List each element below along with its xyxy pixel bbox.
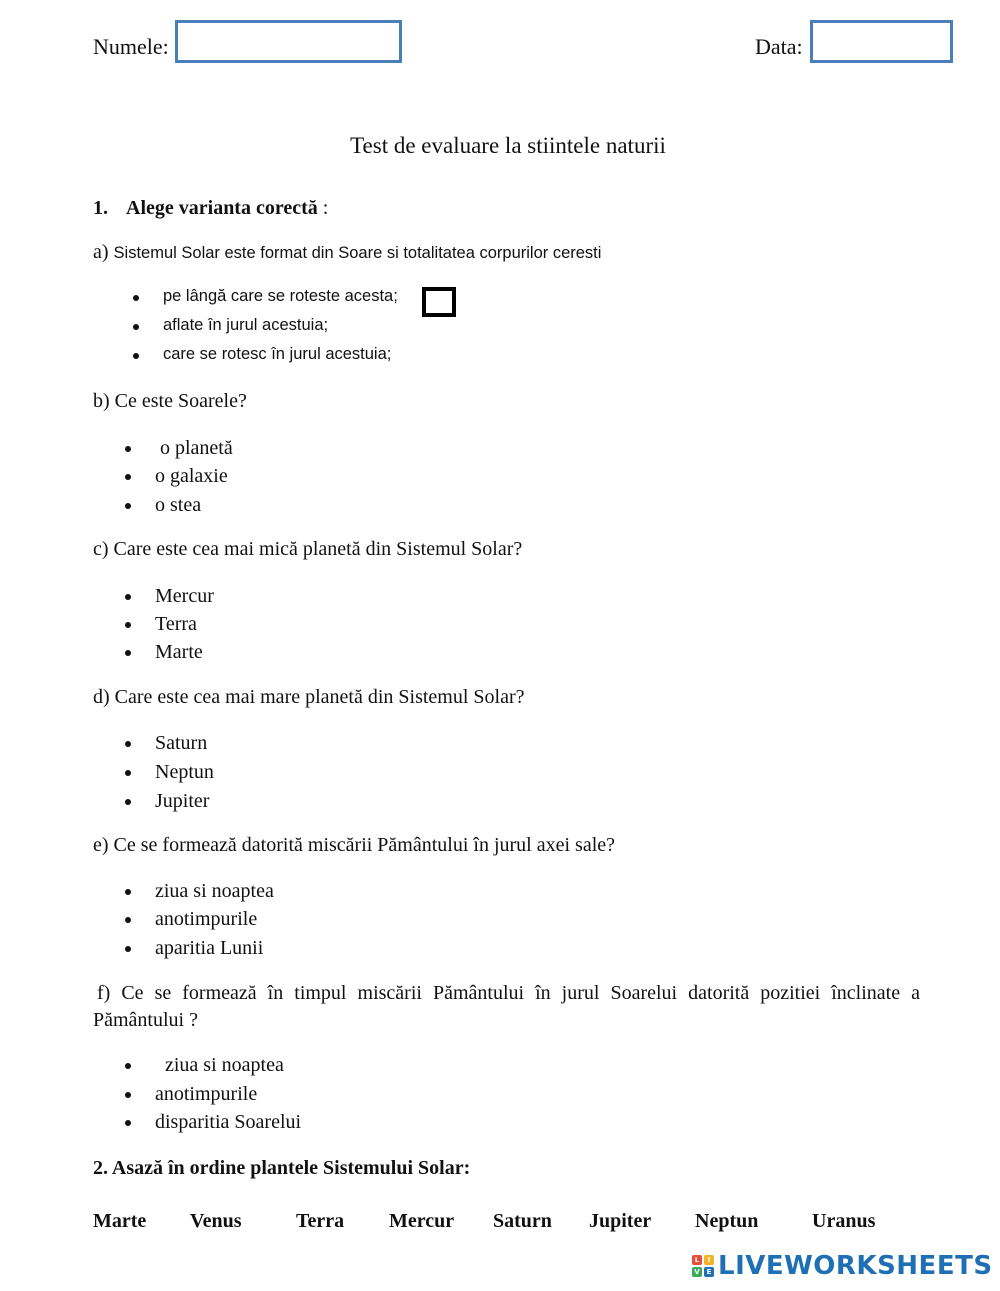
question-e: e) Ce se formează datorită miscării Pământului în jurul axei sale? bbox=[93, 834, 616, 856]
option-text: disparitia Soarelui bbox=[155, 1111, 302, 1133]
option-text: Neptun bbox=[155, 761, 214, 783]
planet-word[interactable]: Jupiter bbox=[589, 1210, 652, 1232]
page-title: Test de evaluare la stiintele naturii bbox=[350, 133, 666, 158]
option-text: Jupiter bbox=[155, 790, 210, 812]
liveworksheets-logo bbox=[692, 1252, 993, 1280]
bullet bbox=[133, 295, 139, 301]
planet-word[interactable]: Saturn bbox=[493, 1210, 552, 1232]
bullet bbox=[125, 799, 131, 805]
logo-square: V bbox=[692, 1267, 702, 1277]
question-b: b) Ce este Soarele? bbox=[93, 390, 247, 412]
option-text: ziua si noaptea bbox=[155, 880, 274, 902]
section2-heading: 2. Asază în ordine plantele Sistemului Solar: bbox=[93, 1157, 471, 1179]
bullet bbox=[125, 1092, 131, 1098]
option-text: care se rotesc în jurul acestuia; bbox=[163, 345, 392, 363]
question-a-prefix: a) bbox=[93, 241, 114, 263]
option-text: o galaxie bbox=[155, 465, 228, 487]
planet-word[interactable]: Neptun bbox=[695, 1210, 759, 1232]
question-c: c) Care este cea mai mică planetă din Sistemul Solar? bbox=[93, 538, 523, 560]
section1-title: Alege varianta corectă bbox=[126, 197, 318, 219]
date-label: Data: bbox=[755, 34, 803, 59]
name-label: Numele: bbox=[93, 34, 169, 59]
bullet bbox=[125, 1063, 131, 1069]
bullet bbox=[125, 770, 131, 776]
option-text: o planetă bbox=[160, 437, 233, 459]
bullet bbox=[125, 622, 131, 628]
option-text: pe lângă care se roteste acesta; bbox=[163, 287, 398, 305]
option-text: anotimpurile bbox=[155, 1083, 258, 1105]
bullet bbox=[125, 889, 131, 895]
section1-heading bbox=[93, 197, 328, 220]
bullet bbox=[125, 946, 131, 952]
logo-square: E bbox=[704, 1267, 714, 1277]
date-input[interactable] bbox=[810, 20, 953, 63]
section1-number: 1. bbox=[93, 197, 108, 219]
planet-word[interactable]: Terra bbox=[296, 1210, 345, 1232]
bullet bbox=[133, 324, 139, 330]
option-text: aflate în jurul acestuia; bbox=[163, 316, 329, 334]
section1-colon: : bbox=[317, 197, 329, 219]
bullet bbox=[125, 503, 131, 509]
logo-grid-icon bbox=[692, 1255, 714, 1277]
question-d: d) Care este cea mai mare planetă din Sistemul Solar? bbox=[93, 686, 525, 708]
option-text: anotimpurile bbox=[155, 908, 258, 930]
question-a bbox=[93, 241, 601, 264]
planet-word[interactable]: Venus bbox=[190, 1210, 242, 1232]
bullet bbox=[125, 474, 131, 480]
question-f-line1: f) Ce se formează în timpul miscării Pământului în jurul Soarelui datorită pozitiei înclinate a bbox=[97, 982, 920, 1004]
option-text: Saturn bbox=[155, 732, 208, 754]
logo-text: LIVEWORKSHEETS bbox=[718, 1251, 993, 1281]
bullet bbox=[125, 446, 131, 452]
option-text: Marte bbox=[155, 641, 203, 663]
bullet bbox=[133, 353, 139, 359]
bullet bbox=[125, 741, 131, 747]
option-text: Terra bbox=[155, 613, 197, 635]
logo-square: L bbox=[692, 1255, 702, 1265]
option-text: Mercur bbox=[155, 585, 214, 607]
bullet bbox=[125, 650, 131, 656]
option-text: aparitia Lunii bbox=[155, 937, 264, 959]
name-input[interactable] bbox=[175, 20, 402, 63]
bullet bbox=[125, 917, 131, 923]
bullet bbox=[125, 1120, 131, 1126]
option-text: ziua si noaptea bbox=[165, 1054, 284, 1076]
planet-word[interactable]: Mercur bbox=[389, 1210, 455, 1232]
answer-checkbox[interactable] bbox=[422, 287, 456, 317]
question-f-line2: Pământului ? bbox=[93, 1009, 198, 1031]
planet-word[interactable]: Marte bbox=[93, 1210, 147, 1232]
option-text: o stea bbox=[155, 494, 202, 516]
planet-word[interactable]: Uranus bbox=[812, 1210, 876, 1232]
bullet bbox=[125, 594, 131, 600]
logo-square: I bbox=[704, 1255, 714, 1265]
question-a-text: Sistemul Solar este format din Soare si totalitatea corpurilor ceresti bbox=[113, 244, 602, 262]
